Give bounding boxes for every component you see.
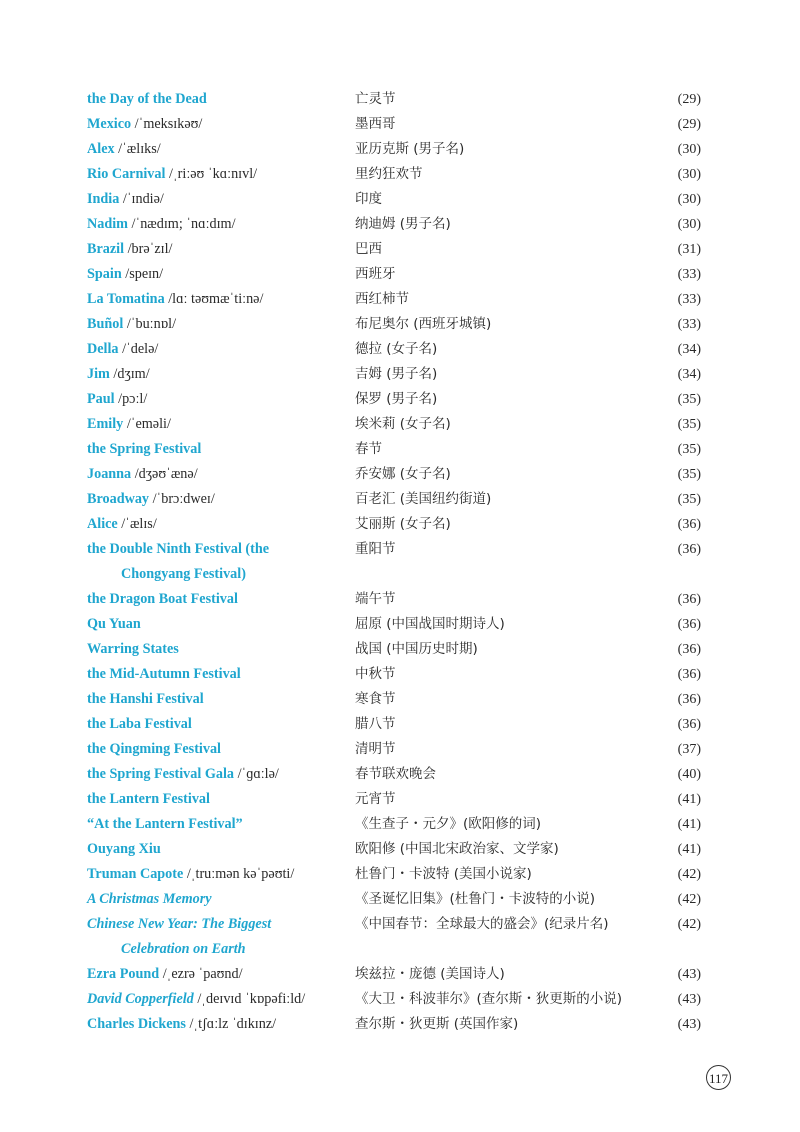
english-term: Joanna xyxy=(87,466,132,482)
phonetic-transcription: /ˈɡɑːlə/ xyxy=(234,766,279,782)
glossary-entry xyxy=(0,134,800,159)
chinese-translation: 墨西哥 xyxy=(355,116,396,132)
chinese-translation: 杜鲁门・卡波特 (美国小说家) xyxy=(355,866,532,882)
english-term: Alice xyxy=(87,516,118,532)
phonetic-transcription: /ˈælɪs/ xyxy=(117,516,157,532)
glossary-list xyxy=(0,84,800,1034)
chinese-translation: 腊八节 xyxy=(355,716,396,732)
page-reference: (37) xyxy=(677,742,701,757)
chinese-translation: 《中国春节：全球最大的盛会》(纪录片名) xyxy=(355,916,609,932)
chinese-translation: 西班牙 xyxy=(355,266,396,282)
chinese-translation: 中秋节 xyxy=(355,666,396,682)
glossary-entry xyxy=(0,734,800,759)
glossary-entry xyxy=(0,809,800,834)
glossary-entry xyxy=(0,84,800,109)
chinese-translation: 印度 xyxy=(355,191,382,207)
phonetic-transcription: /ˌezrə ˈpaʊnd/ xyxy=(159,966,243,982)
phonetic-transcription: /ˈælɪks/ xyxy=(114,141,161,157)
page-reference: (33) xyxy=(677,292,701,307)
page-reference: (42) xyxy=(677,917,701,932)
english-term: the Mid-Autumn Festival xyxy=(87,666,241,682)
page-reference: (42) xyxy=(677,892,701,907)
english-term: Truman Capote xyxy=(87,866,184,882)
english-term: A Christmas Memory xyxy=(87,891,212,907)
english-term: Paul xyxy=(87,391,115,407)
glossary-entry xyxy=(0,684,800,709)
chinese-translation: 亡灵节 xyxy=(355,91,396,107)
english-term: the Double Ninth Festival (the xyxy=(87,541,270,557)
glossary-entry xyxy=(0,659,800,684)
page-reference: (35) xyxy=(677,442,701,457)
chinese-translation: 春节联欢晚会 xyxy=(355,766,436,782)
chinese-translation: 里约狂欢节 xyxy=(355,166,423,182)
english-term: Ouyang Xiu xyxy=(87,841,161,857)
page-reference: (31) xyxy=(677,242,701,257)
glossary-entry xyxy=(0,309,800,334)
chinese-translation: 艾丽斯 (女子名) xyxy=(355,516,451,532)
page-reference: (34) xyxy=(677,367,701,382)
glossary-entry xyxy=(0,459,800,484)
glossary-entry xyxy=(0,259,800,284)
english-term: David Copperfield xyxy=(87,991,194,1007)
page-reference: (35) xyxy=(677,417,701,432)
english-term: Qu Yuan xyxy=(87,616,141,632)
page-reference: (33) xyxy=(677,267,701,282)
english-term: Alex xyxy=(87,141,115,157)
chinese-translation: 清明节 xyxy=(355,741,396,757)
glossary-entry xyxy=(0,759,800,784)
glossary-entry xyxy=(0,1009,800,1034)
phonetic-transcription: /dʒɪm/ xyxy=(109,366,150,382)
english-term: India xyxy=(87,191,120,207)
page-reference: (36) xyxy=(677,617,701,632)
phonetic-transcription: /ˌtʃɑːlz ˈdɪkɪnz/ xyxy=(185,1016,277,1032)
chinese-translation: 吉姆 (男子名) xyxy=(355,366,438,382)
chinese-translation: 战国 (中国历史时期) xyxy=(355,641,478,657)
page-reference: (30) xyxy=(677,167,701,182)
phonetic-transcription: /ˈɪndiə/ xyxy=(119,191,164,207)
phonetic-transcription: /lɑː təʊmæˈtiːnə/ xyxy=(164,291,264,307)
glossary-entry xyxy=(0,209,800,234)
page-reference: (29) xyxy=(677,117,701,132)
page-reference: (36) xyxy=(677,542,701,557)
glossary-entry xyxy=(0,284,800,309)
glossary-entry xyxy=(0,984,800,1009)
english-term-continuation: Chongyang Festival) xyxy=(121,566,246,582)
chinese-translation: 屈原 (中国战国时期诗人) xyxy=(355,616,505,632)
page-reference: (41) xyxy=(677,842,701,857)
chinese-translation: 《圣诞忆旧集》(杜鲁门・卡波特的小说) xyxy=(355,891,596,907)
chinese-translation: 查尔斯・狄更斯 (英国作家) xyxy=(355,1016,519,1032)
glossary-entry xyxy=(0,409,800,434)
chinese-translation: 保罗 (男子名) xyxy=(355,391,438,407)
chinese-translation: 端午节 xyxy=(355,591,396,607)
page-reference: (35) xyxy=(677,467,701,482)
chinese-translation: 《大卫・科波菲尔》(查尔斯・狄更斯的小说) xyxy=(355,991,623,1007)
glossary-entry xyxy=(0,634,800,659)
phonetic-transcription: /ˌtruːmən kəˈpəʊti/ xyxy=(183,866,295,882)
english-term: Charles Dickens xyxy=(87,1016,186,1032)
glossary-entry xyxy=(0,509,800,534)
chinese-translation: 元宵节 xyxy=(355,791,396,807)
entry-term-cell xyxy=(87,912,342,962)
glossary-entry xyxy=(0,584,800,609)
chinese-translation: 欧阳修 (中国北宋政治家、文学家) xyxy=(355,841,559,857)
page-reference: (41) xyxy=(677,792,701,807)
glossary-entry xyxy=(0,884,800,909)
phonetic-transcription: /ˈdelə/ xyxy=(118,341,159,357)
english-term: Ezra Pound xyxy=(87,966,160,982)
glossary-entry xyxy=(0,109,800,134)
page-reference: (36) xyxy=(677,517,701,532)
page-reference: (43) xyxy=(677,992,701,1007)
page-reference: (30) xyxy=(677,142,701,157)
glossary-entry xyxy=(0,959,800,984)
chinese-translation: 乔安娜 (女子名) xyxy=(355,466,451,482)
phonetic-transcription: /ˌdeɪvɪd ˈkɒpəfiːld/ xyxy=(193,991,306,1007)
english-term: Broadway xyxy=(87,491,150,507)
english-term: La Tomatina xyxy=(87,291,165,307)
english-term: Emily xyxy=(87,416,124,432)
glossary-entry xyxy=(0,484,800,509)
glossary-entry xyxy=(0,859,800,884)
chinese-translation: 德拉 (女子名) xyxy=(355,341,438,357)
phonetic-transcription: /ˌriːəʊ ˈkɑːnɪvl/ xyxy=(165,166,258,182)
page-reference: (33) xyxy=(677,317,701,332)
page-reference: (30) xyxy=(677,192,701,207)
chinese-translation: 西红柿节 xyxy=(355,291,409,307)
glossary-entry xyxy=(0,784,800,809)
phonetic-transcription: /pɔːl/ xyxy=(114,391,148,407)
glossary-entry xyxy=(0,834,800,859)
page-reference: (30) xyxy=(677,217,701,232)
chinese-translation: 纳迪姆 (男子名) xyxy=(355,216,451,232)
phonetic-transcription: /ˈbuːnɒl/ xyxy=(123,316,177,332)
page-reference: (42) xyxy=(677,867,701,882)
english-term: Jim xyxy=(87,366,110,382)
glossary-entry xyxy=(0,609,800,634)
page-reference: (36) xyxy=(677,692,701,707)
english-term: the Spring Festival xyxy=(87,441,202,457)
english-term: the Lantern Festival xyxy=(87,791,210,807)
page-reference: (36) xyxy=(677,717,701,732)
chinese-translation: 寒食节 xyxy=(355,691,396,707)
english-term: Brazil xyxy=(87,241,125,257)
entry-term-cell xyxy=(87,537,342,587)
chinese-translation: 布尼奥尔 (西班牙城镇) xyxy=(355,316,492,332)
entry-term-cell xyxy=(87,1012,342,1037)
glossary-entry xyxy=(0,909,800,959)
english-term: Chinese New Year: The Biggest xyxy=(87,916,272,932)
glossary-entry xyxy=(0,159,800,184)
chinese-translation: 巴西 xyxy=(355,241,382,257)
english-term: the Hanshi Festival xyxy=(87,691,204,707)
phonetic-transcription: /speɪn/ xyxy=(121,266,164,282)
english-term: the Laba Festival xyxy=(87,716,192,732)
glossary-entry xyxy=(0,434,800,459)
english-term: Della xyxy=(87,341,119,357)
english-term: Nadim xyxy=(87,216,128,232)
english-term: “At the Lantern Festival” xyxy=(87,816,243,832)
english-term: Buñol xyxy=(87,316,124,332)
phonetic-transcription: /ˈbrɔːdweɪ/ xyxy=(149,491,215,507)
english-term: the Dragon Boat Festival xyxy=(87,591,238,607)
page-reference: (43) xyxy=(677,1017,701,1032)
glossary-entry xyxy=(0,534,800,584)
chinese-translation: 《生查子・元夕》(欧阳修的词) xyxy=(355,816,542,832)
page-reference: (43) xyxy=(677,967,701,982)
page-reference: (29) xyxy=(677,92,701,107)
page-reference: (35) xyxy=(677,392,701,407)
page-reference: (36) xyxy=(677,667,701,682)
phonetic-transcription: /dʒəʊˈænə/ xyxy=(131,466,198,482)
glossary-entry xyxy=(0,384,800,409)
page-reference: (35) xyxy=(677,492,701,507)
glossary-entry xyxy=(0,359,800,384)
chinese-translation: 埃米莉 (女子名) xyxy=(355,416,451,432)
page-number: 117 xyxy=(706,1065,731,1090)
english-term: the Spring Festival Gala xyxy=(87,766,235,782)
glossary-entry xyxy=(0,334,800,359)
chinese-translation: 重阳节 xyxy=(355,541,396,557)
english-term-continuation: Celebration on Earth xyxy=(121,941,246,957)
page-reference: (34) xyxy=(677,342,701,357)
phonetic-transcription: /brəˈzɪl/ xyxy=(124,241,173,257)
english-term: Mexico xyxy=(87,116,132,132)
glossary-entry xyxy=(0,184,800,209)
page-reference: (36) xyxy=(677,592,701,607)
english-term: the Qingming Festival xyxy=(87,741,221,757)
chinese-translation: 埃兹拉・庞德 (美国诗人) xyxy=(355,966,505,982)
english-term: Spain xyxy=(87,266,122,282)
phonetic-transcription: /ˈnædɪm; ˈnɑːdɪm/ xyxy=(128,216,236,232)
chinese-translation: 春节 xyxy=(355,441,382,457)
phonetic-transcription: /ˈeməli/ xyxy=(123,416,171,432)
glossary-entry xyxy=(0,709,800,734)
english-term: Warring States xyxy=(87,641,179,657)
phonetic-transcription: /ˈmeksɪkəʊ/ xyxy=(131,116,203,132)
chinese-translation: 亚历克斯 (男子名) xyxy=(355,141,465,157)
page-reference: (40) xyxy=(677,767,701,782)
page-reference: (41) xyxy=(677,817,701,832)
english-term: Rio Carnival xyxy=(87,166,166,182)
page-reference: (36) xyxy=(677,642,701,657)
glossary-entry xyxy=(0,234,800,259)
chinese-translation: 百老汇 (美国纽约街道) xyxy=(355,491,492,507)
english-term: the Day of the Dead xyxy=(87,91,207,107)
